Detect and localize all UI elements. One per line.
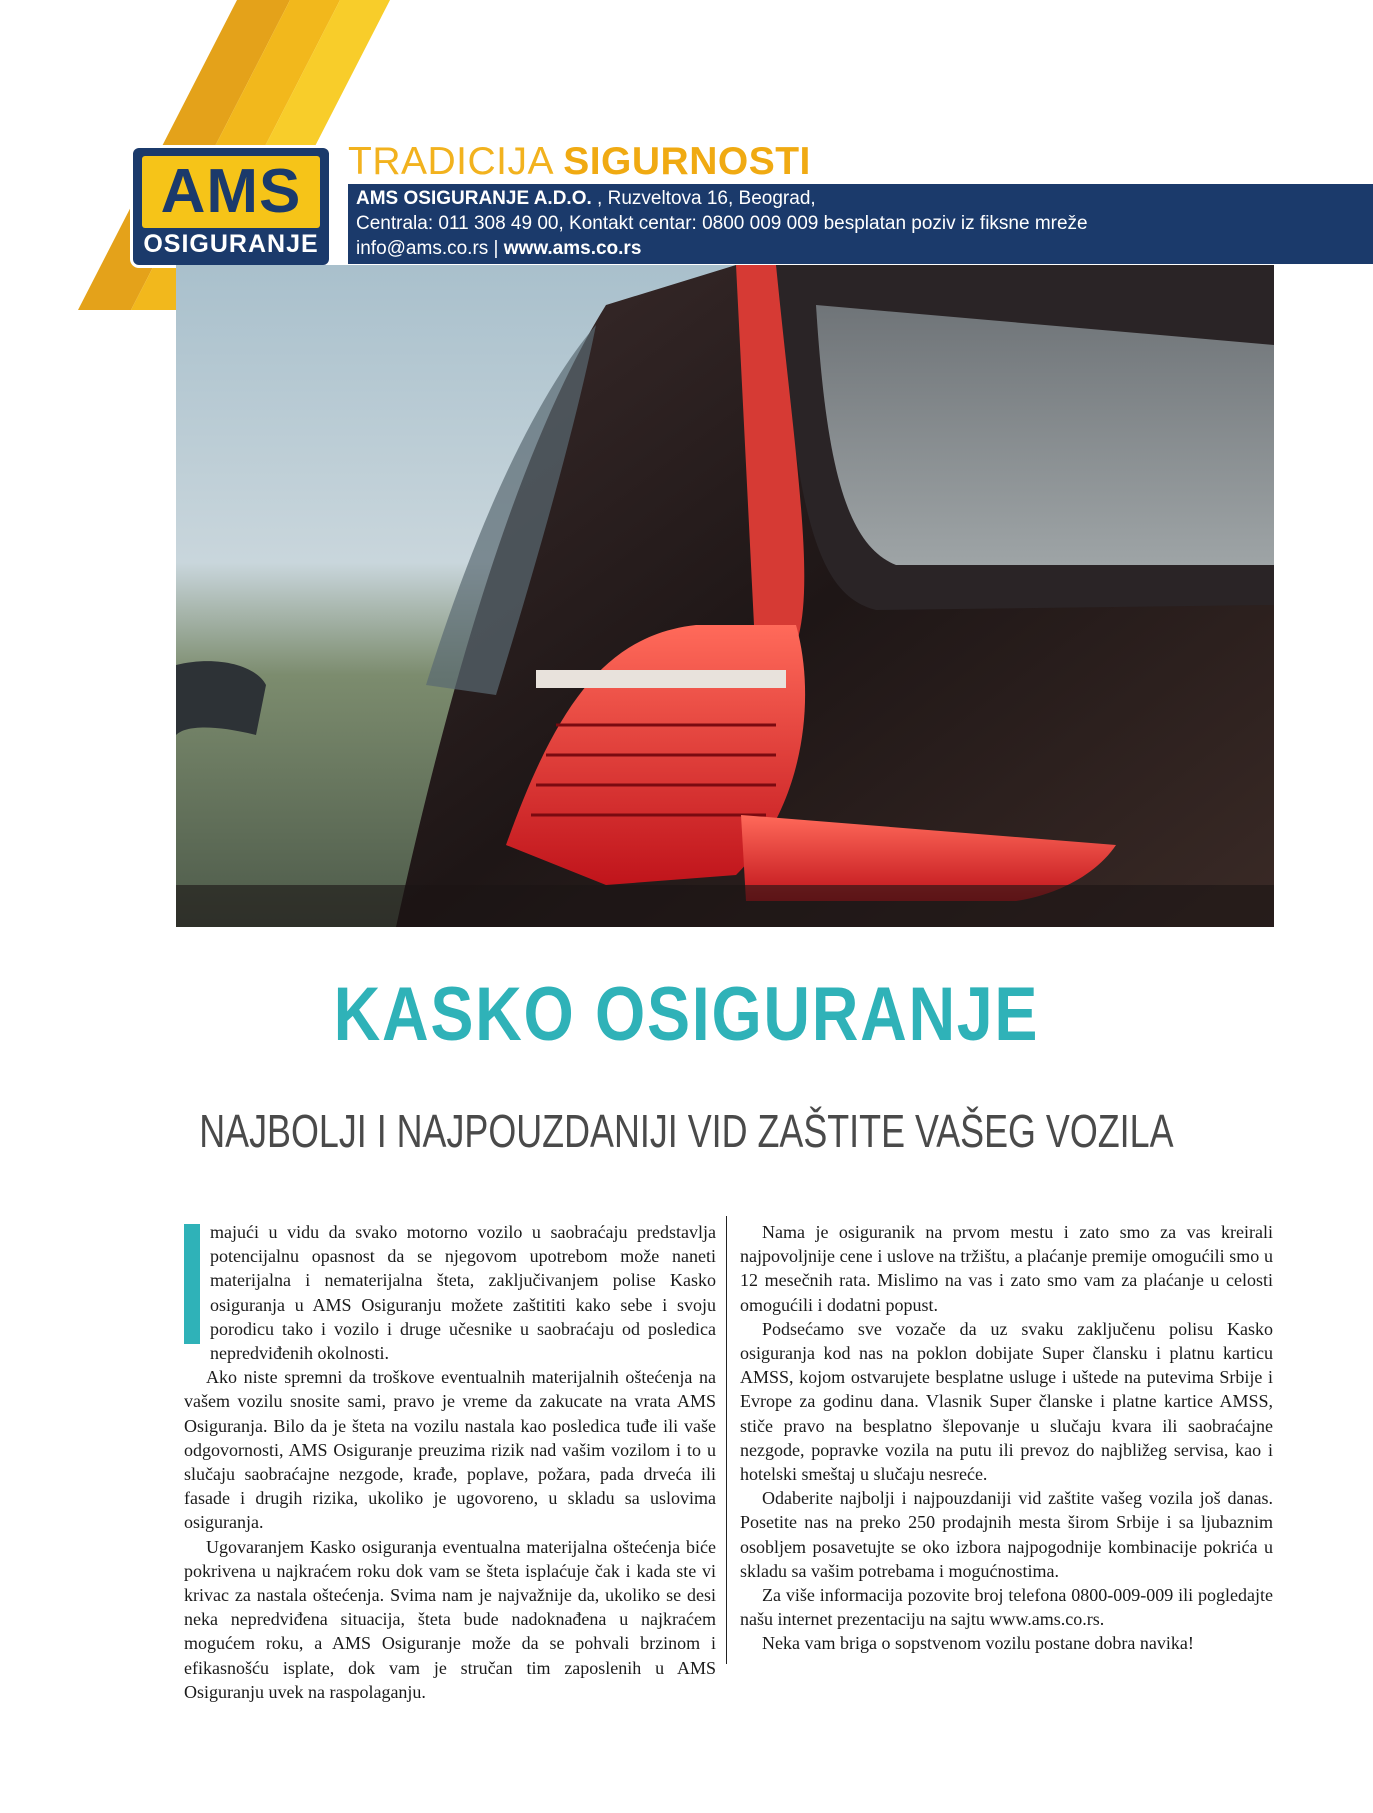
article-column-2 — [740, 1220, 1273, 1656]
article-column-1 — [184, 1220, 716, 1704]
car-taillight-photo — [176, 265, 1274, 927]
ams-logo — [133, 148, 329, 265]
paragraph: Ako niste spremni da troškove eventualnih materijalnih oštećenja na vašem vozilu snosite sami, pravo je vreme da zakucate na vrata AMS Osiguranja. Bilo da je šteta na vozilu nastala kao posledica tuđe ili vaše odgovornosti, AMS Osiguranje preuzima rizik nad vašim vozilom i to u slučaju saobraćajne nezgode, krađe, poplave, požara, pada drveća ili fasade i drugih rizika, ukoliko je ugovoreno, u skladu sa uslovima osiguranja. — [184, 1367, 716, 1533]
column-divider — [726, 1216, 727, 1664]
dropcap-bar — [184, 1224, 200, 1344]
logo-subtext: OSIGURANJE — [143, 230, 319, 258]
paragraph: Podsećamo sve vozače da uz svaku zaključenu polisu Kasko osiguranja kod nas na poklon dobijate Super člansku i platnu karticu AMSS, kojom ostvarujete besplatne usluge i uštede na putevima Srbije i Evrope za godinu dana. Vlasnik Super članske i platne kartice AMSS, stiče pravo na besplatno šlepovanje u slučaju kvara ili saobraćajne nezgode, popravke vozila na putu ili prevoz do najbližeg servisa, kao i hotelski smeštaj u slučaju nesreće. — [740, 1318, 1273, 1485]
tagline — [348, 140, 811, 184]
paragraph: Za više informacija pozovite broj telefona 0800-009-009 ili pogledajte našu internet prezentaciju na sajtu www.ams.co.rs. — [740, 1585, 1273, 1630]
paragraph: majući u vidu da svako motorno vozilo u saobraćaju predstavlja potencijalnu opasnost da se njegovom upotrebom može naneti materijalna i nematerijalna šteta, zaključivanjem polise Kasko osiguranja u AMS Osiguranju možete zaštititi kako sebe i svoju porodicu tako i vozilo i druge učesnike u saobraćaju od posledica nepredviđenih okolnosti. — [210, 1222, 716, 1364]
contact-bar — [348, 184, 1373, 264]
contact-email: info@ams.co.rs | — [356, 238, 504, 259]
company-name: AMS OSIGURANJE A.D.O. — [356, 188, 592, 209]
paragraph: Nama je osiguranik na prvom mestu i zato smo za vas kreirali najpovoljnije cene i uslove na tržištu, a plaćanje premije omogućili smo u 12 mesečnih rata. Mislimo na vas i zato smo vam za plaćanje u celosti omogućili i dodatni popust. — [740, 1222, 1273, 1315]
paragraph: Odaberite najbolji i najpouzdaniji vid zaštite vašeg vozila još danas. Posetite nas na preko 250 prodajnih mesta širom Srbije i sa ljubaznim osobljem posavetujte se oko izbora najpogodnije kombinacije pokrića u skladu sa vašim potrebama i mogućnostima. — [740, 1488, 1273, 1581]
paragraph: Neka vam briga o sopstvenom vozilu postane dobra navika! — [762, 1633, 1194, 1654]
contact-website: www.ams.co.rs — [503, 238, 642, 259]
contact-line-1 — [356, 188, 816, 210]
logo-ams-text: AMS — [160, 157, 302, 226]
contact-line-2: Centrala: 011 308 49 00, Kontakt centar: 0800 009 009 besplatan poziv iz fiksne mreže — [356, 213, 1088, 234]
paragraph: Ugovaranjem Kasko osiguranja eventualna materijalna oštećenja biće pokrivena u najkraćem roku dok vam se šteta isplaćuje čak i kada ste vi krivac za nastala oštećenja. Svima nam je najvažnije da, ukoliko se desi neka nepredviđena situacija, šteta bude nadoknađena u najkraćem mogućem roku, a AMS Osiguranje može da se pohvali brzinom i efikasnošću isplate, dok vam je stručan tim zaposlenih u AMS Osiguranju uvek na raspolaganju. — [184, 1536, 716, 1702]
article-headline: KASKO OSIGURANJE — [333, 972, 1040, 1057]
tagline-part1: TRADICIJA — [348, 140, 564, 183]
company-address: , Ruzveltova 16, Beograd, — [591, 188, 816, 209]
contact-line-3 — [356, 238, 641, 260]
article-subheadline: NAJBOLJI I NAJPOUZDANIJI VID ZAŠTITE VAŠEG VOZILA — [199, 1105, 1174, 1157]
tagline-part2: SIGURNOSTI — [563, 140, 811, 183]
